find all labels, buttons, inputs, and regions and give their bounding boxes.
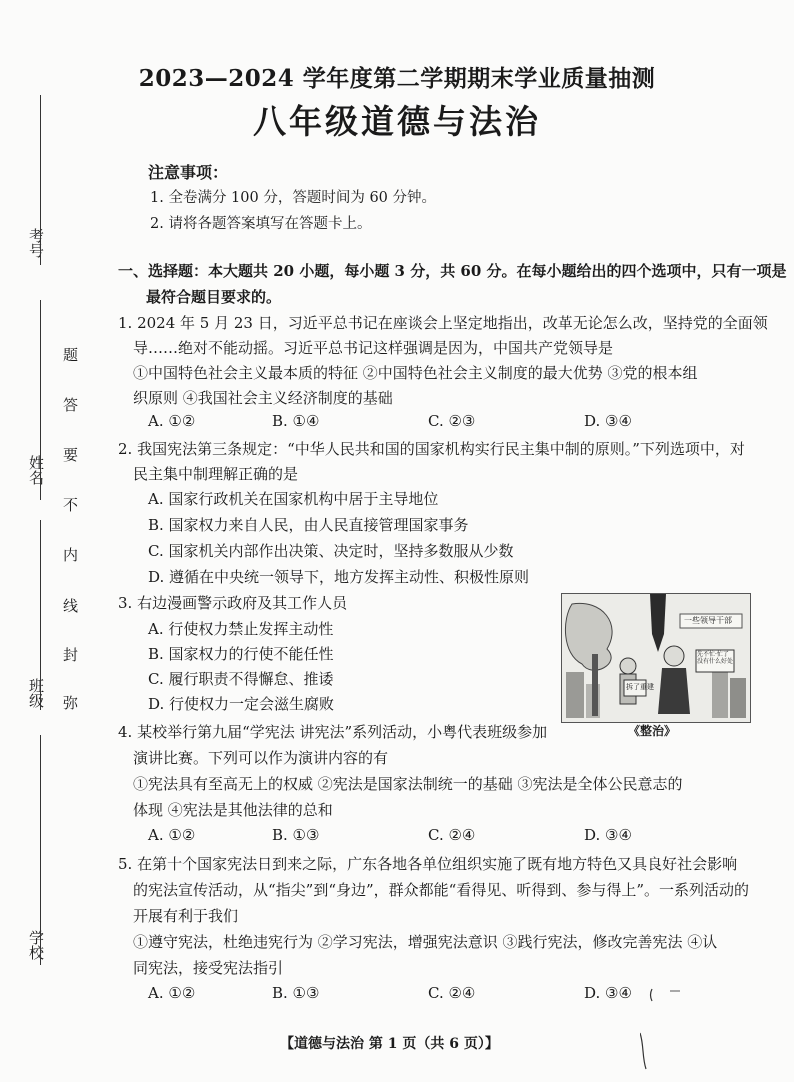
- comic-board: 先不忙·忙了没有什么好处: [697, 651, 734, 665]
- q5-stem: 的宪法宣传活动，从“指尖”到“身边”，群众都能“看得见、听得到、参与得上”。一系列活动的: [133, 881, 750, 899]
- q4-option-c: C. ②④: [428, 826, 476, 844]
- school-label: 学校: [27, 930, 45, 960]
- q1-option-b: B. ①④: [272, 412, 320, 430]
- q1-stem: 1. 2024 年 5 月 23 日，习近平总书记在座谈会上坚定地指出，改革无论怎么改，坚持党的全面领: [118, 314, 768, 332]
- q5-option-c: C. ②④: [428, 984, 476, 1002]
- comic-illustration: [561, 593, 751, 723]
- q4-option-a: A. ①②: [148, 826, 196, 844]
- seal-char: 答: [61, 397, 79, 412]
- comic-label: 一些领导干部: [684, 616, 732, 625]
- seal-char: 不: [61, 497, 79, 512]
- seal-char: 线: [61, 598, 79, 613]
- q1-option-d: D. ③④: [584, 412, 632, 430]
- name-line: [40, 300, 41, 500]
- q4-statements: 体现 ④宪法是其他法律的总和: [133, 801, 333, 819]
- q5-statements: ①遵守宪法，杜绝违宪行为 ②学习宪法，增强宪法意识 ③践行宪法，修改完善宪法 ④认: [133, 933, 718, 951]
- q5-option-d: D. ③④: [584, 984, 632, 1002]
- q2-option-b: B. 国家权力来自人民，由人民直接管理国家事务: [148, 516, 469, 534]
- comic-caption: 《整治》: [628, 724, 677, 738]
- seal-char: 内: [61, 547, 79, 562]
- exam-title: 2023—2024 学年度第二学期期末学业质量抽测: [138, 65, 656, 92]
- subject-title: 八年级道德与法治: [253, 102, 541, 141]
- section-instruction: 一、选择题：本大题共 20 小题，每小题 3 分，共 60 分。在每小题给出的四个选项中，只有一项是: [118, 262, 787, 280]
- class-label: 班级: [27, 678, 45, 708]
- q2-option-c: C. 国家机关内部作出决策、决定时，坚持多数服从少数: [148, 542, 514, 560]
- seal-char: 题: [61, 347, 79, 362]
- q2-stem: 2. 我国宪法第三条规定：“中华人民共和国的国家机构实行民主集中制的原则。”下列选项中，对: [118, 440, 745, 458]
- q3-option-c: C. 履行职责不得懈怠、推诿: [148, 670, 334, 688]
- name-label: 姓名: [27, 455, 45, 485]
- notice-item: 2. 请将各题答案填写在答题卡上。: [150, 216, 372, 232]
- comic-sign: 拆了重建: [626, 683, 654, 691]
- q5-stem: 5. 在第十个国家宪法日到来之际，广东各地各单位组织实施了既有地方特色又具良好社会影响: [118, 855, 738, 873]
- notice-heading: 注意事项：: [148, 163, 229, 182]
- page-footer: 【道德与法治 第 1 页（共 6 页）】: [280, 1036, 499, 1052]
- q2-option-d: D. 遵循在中央统一领导下，地方发挥主动性、积极性原则: [148, 568, 530, 586]
- q4-option-b: B. ①③: [272, 826, 320, 844]
- q1-option-a: A. ①②: [148, 412, 196, 430]
- q1-option-c: C. ②③: [428, 412, 476, 430]
- exam-no-label: 考号: [27, 228, 45, 258]
- section-instruction-cont: 最符合题目要求的。: [146, 288, 282, 306]
- seal-char: 要: [61, 447, 79, 462]
- q4-option-d: D. ③④: [584, 826, 632, 844]
- q1-statements: ①中国特色社会主义最本质的特征 ②中国特色社会主义制度的最大优势 ③党的根本组: [133, 364, 698, 382]
- q4-stem: 4. 某校举行第九届“学宪法 讲宪法”系列活动，小粤代表班级参加: [118, 723, 548, 741]
- q1-statements: 织原则 ④我国社会主义经济制度的基础: [133, 389, 393, 407]
- class-line: [40, 520, 41, 710]
- q2-stem: 民主集中制理解正确的是: [133, 465, 299, 483]
- q3-option-b: B. 国家权力的行使不能任性: [148, 645, 334, 663]
- seal-char: 弥: [61, 695, 79, 710]
- q3-option-d: D. 行使权力一定会滋生腐败: [148, 695, 335, 713]
- q5-statements: 同宪法，接受宪法指引: [133, 959, 284, 977]
- q5-option-a: A. ①②: [148, 984, 196, 1002]
- q5-stem: 开展有利于我们: [133, 907, 239, 925]
- pencil-marks: [640, 985, 700, 1075]
- q2-option-a: A. 国家行政机关在国家机构中居于主导地位: [148, 490, 439, 508]
- q5-option-b: B. ①③: [272, 984, 320, 1002]
- seal-char: 封: [61, 647, 79, 662]
- q4-statements: ①宪法具有至高无上的权威 ②宪法是国家法制统一的基础 ③宪法是全体公民意志的: [133, 775, 683, 793]
- school-line: [40, 735, 41, 965]
- q3-option-a: A. 行使权力禁止发挥主动性: [148, 620, 334, 638]
- q1-stem: 导……绝对不能动摇。习近平总书记这样强调是因为，中国共产党领导是: [133, 339, 614, 357]
- notice-item: 1. 全卷满分 100 分，答题时间为 60 分钟。: [150, 190, 437, 206]
- q4-stem: 演讲比赛。下列可以作为演讲内容的有: [133, 749, 389, 767]
- q3-stem: 3. 右边漫画警示政府及其工作人员: [118, 594, 348, 612]
